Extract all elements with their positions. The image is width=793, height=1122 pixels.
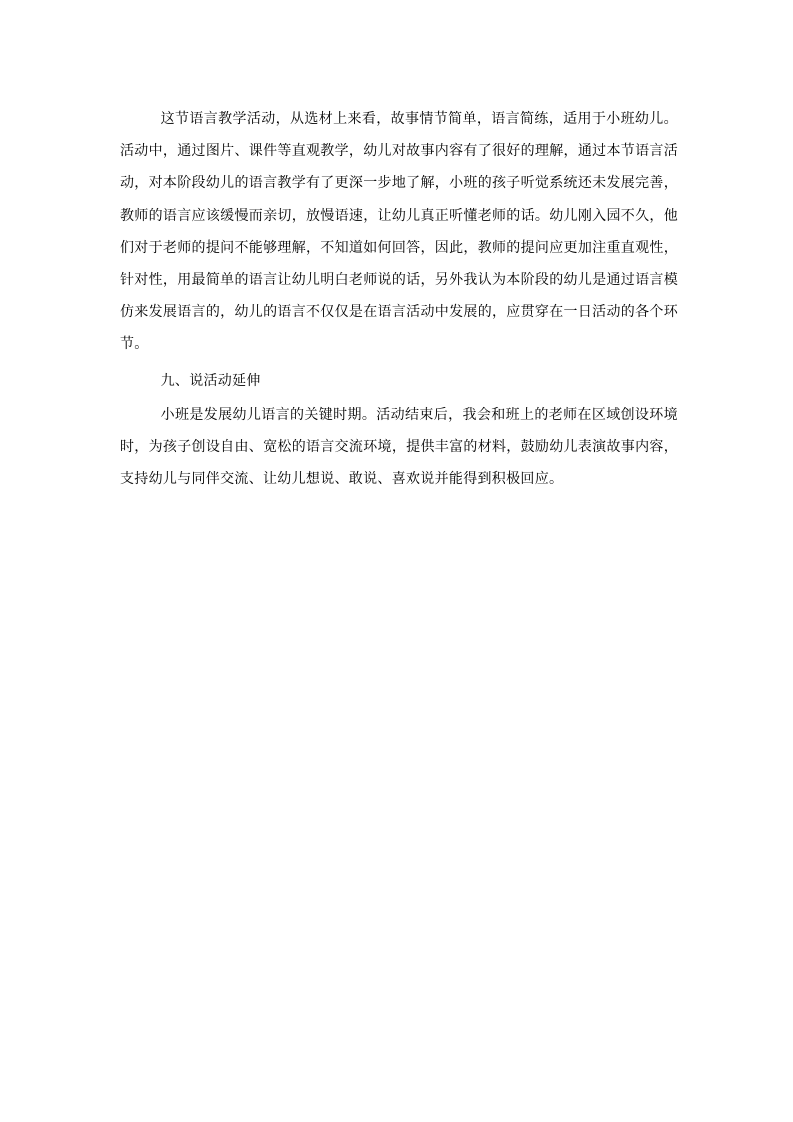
document-body <box>120 103 678 495</box>
reflection-paragraph: 这节语言教学活动，从选材上来看，故事情节简单，语言简练，适用于小班幼儿。活动中，通过图片、课件等直观教学，幼儿对故事内容有了很好的理解，通过本节语言活动，对本阶段幼儿的语言教学有了更深一步地了解，小班的孩子听觉系统还未发展完善，教师的语言应该缓慢而亲切，放慢语速，让幼儿真正听懂老师的话。幼儿刚入园不久，他们对于老师的提问不能够理解，不知道如何回答，因此，教师的提问应更加注重直观性，针对性，用最简单的语言让幼儿明白老师说的话，另外我认为本阶段的幼儿是通过语言模仿来发展语言的，幼儿的语言不仅仅是在语言活动中发展的，应贯穿在一日活动的各个环节。 <box>120 111 678 353</box>
section-heading: 九、说活动延伸 <box>160 372 261 389</box>
extension-paragraph: 小班是发展幼儿语言的关键时期。活动结束后，我会和班上的老师在区域创设环境时，为孩子创设自由、宽松的语言交流环境，提供丰富的材料，鼓励幼儿表演故事内容，支持幼儿与同伴交流、让幼儿想说、敢说、喜欢说并能得到积极回应。 <box>120 406 678 488</box>
